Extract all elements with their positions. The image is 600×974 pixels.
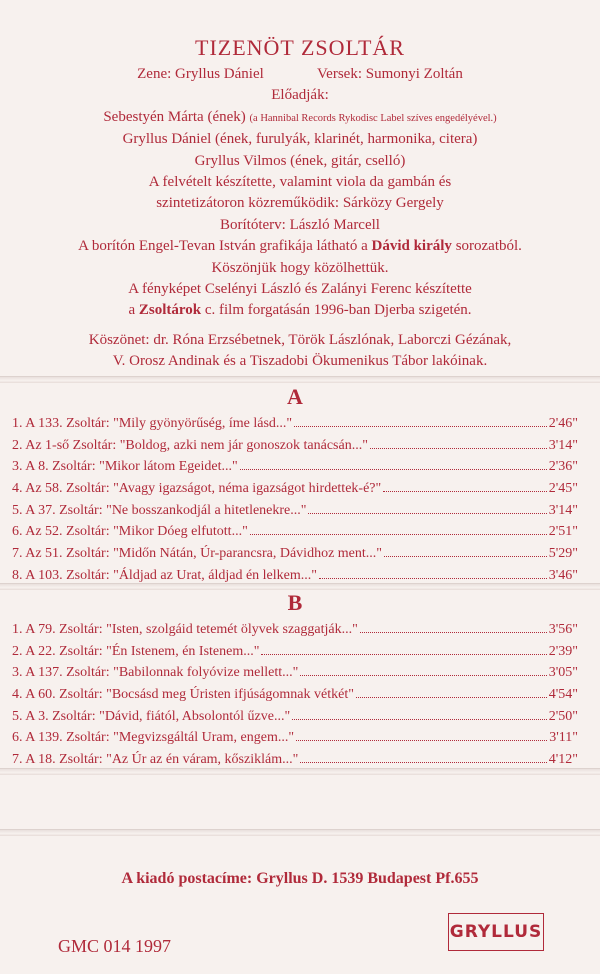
track-duration: 2'50"	[548, 708, 578, 724]
track-row	[12, 481, 578, 503]
leader-dots	[383, 491, 547, 492]
track-title: 1. A 79. Zsoltár: "Isten, szolgáid tetemét ölyvek szaggatják..."	[12, 622, 358, 637]
track-title: 7. A 18. Zsoltár: "Az Úr az én váram, kősziklám..."	[12, 752, 299, 768]
gryllus-logo	[448, 913, 544, 951]
leader-dots	[292, 719, 547, 720]
side-b-label: B	[287, 590, 303, 615]
recording-line-1: A felvételt készítette, valamint viola da gambán és	[148, 174, 452, 191]
gryllus-logo-text: GRYLLUS	[449, 922, 543, 942]
performers-heading: Előadják:	[271, 87, 329, 104]
fold-line-1	[0, 376, 600, 383]
lyrics-credit: Versek: Sumonyi Zoltán	[317, 66, 463, 82]
track-row	[12, 524, 578, 546]
track-duration: 2'45"	[548, 481, 578, 497]
leader-dots	[319, 578, 547, 579]
track-row	[12, 503, 578, 525]
track-title: 5. A 3. Zsoltár: "Dávid, fiától, Absolontól űzve..."	[12, 708, 291, 724]
photo-suffix: c. film forgatásán 1996-ban Djerba szigetén.	[204, 302, 472, 319]
leader-dots	[308, 513, 546, 514]
performer-3: Gryllus Vilmos (ének, gitár, cselló)	[194, 152, 406, 169]
graphics-credit	[0, 236, 600, 257]
leader-dots	[384, 556, 547, 557]
track-duration: 2'51"	[548, 524, 578, 540]
side-a-label: A	[287, 384, 303, 409]
track-title: 4. Az 58. Zsoltár: "Avagy igazságot, néma igazságot hirdettek-é?"	[12, 481, 382, 497]
photo-line-2	[0, 300, 600, 321]
track-duration: 2'46"	[548, 416, 578, 431]
track-title: 2. Az 1-ső Zsoltár: "Boldog, azki nem jár gonoszok tanácsán..."	[12, 437, 368, 453]
track-title: 4. A 60. Zsoltár: "Bocsásd meg Úristen ifjúságomnak vétkét"	[12, 687, 354, 703]
track-title: 7. Az 51. Zsoltár: "Midőn Nátán, Úr-parancsra, Dávidhoz ment..."	[12, 546, 382, 562]
leader-dots	[261, 654, 546, 655]
track-title: 3. A 8. Zsoltár: "Mikor látom Egeidet..."	[12, 459, 238, 475]
music-credit: Zene: Gryllus Dániel	[137, 66, 264, 82]
film-title: Zsoltárok	[138, 302, 202, 319]
track-row	[12, 568, 578, 590]
leader-dots	[300, 762, 546, 763]
track-duration: 3'14"	[548, 502, 578, 518]
graphics-series-name: Dávid király	[371, 238, 452, 255]
track-duration: 3'05"	[548, 665, 578, 681]
performer-2: Gryllus Dániel (ének, furulyák, klarinét, harmonika, citera)	[122, 131, 478, 148]
leader-dots	[360, 632, 547, 633]
thanks-line-2: V. Orosz Andinak és a Tiszadobi Ökumenikus Tábor lakóinak.	[112, 353, 488, 370]
leader-dots	[294, 426, 547, 427]
track-row	[12, 438, 578, 460]
leader-dots	[240, 469, 547, 470]
graphics-credit-text: A borítón Engel-Tevan István grafikája látható a	[78, 238, 368, 255]
leader-dots	[370, 448, 547, 449]
track-row	[12, 687, 578, 709]
track-row	[12, 416, 578, 438]
performer-1-note: (a Hannibal Records Rykodisc Label szíves engedélyével.)	[249, 112, 497, 124]
composer-lyricist-line	[0, 64, 600, 85]
track-title: 3. A 137. Zsoltár: "Babilonnak folyóvize mellett..."	[12, 665, 299, 681]
graphics-thanks: Köszönjük hogy közölhettük.	[211, 259, 389, 276]
track-row	[12, 459, 578, 481]
track-title: 1. A 133. Zsoltár: "Mily gyönyörűség, íme lásd..."	[12, 416, 293, 431]
leader-dots	[296, 740, 547, 741]
side-b-tracklist	[12, 622, 578, 774]
track-duration: 3'46"	[548, 567, 578, 583]
track-row	[12, 752, 578, 774]
catalog-number: GMC 014 1997	[58, 936, 172, 956]
track-row	[12, 709, 578, 731]
track-row	[12, 665, 578, 687]
track-duration: 4'54"	[548, 687, 578, 703]
track-duration: 5'29"	[548, 546, 578, 562]
track-duration: 3'56"	[548, 622, 578, 637]
graphics-credit-suffix: sorozatból.	[455, 238, 522, 255]
track-row	[12, 546, 578, 568]
leader-dots	[356, 697, 547, 698]
track-row	[12, 622, 578, 644]
performer-line-1	[0, 107, 600, 129]
track-duration: 3'14"	[548, 437, 578, 453]
track-duration: 3'11"	[549, 730, 578, 746]
publisher-postal-address: A kiadó postacíme: Gryllus D. 1539 Budapest Pf.655	[121, 870, 479, 887]
track-row	[12, 644, 578, 666]
performer-1: Sebestyén Márta (ének)	[103, 108, 246, 125]
track-duration: 4'12"	[548, 752, 578, 768]
leader-dots	[300, 675, 546, 676]
recording-line-2: szintetizátoron közreműködik: Sárközy Gergely	[156, 195, 444, 212]
side-a-tracklist	[12, 416, 578, 590]
photo-prefix: a	[128, 302, 136, 319]
credits-block	[0, 36, 600, 373]
track-row	[12, 730, 578, 752]
track-title: 6. A 139. Zsoltár: "Megvizsgáltál Uram, engem..."	[12, 730, 295, 746]
photo-line-1: A fényképet Cselényi László és Zalányi Ferenc készítette	[128, 281, 472, 298]
fold-line-4	[0, 829, 600, 836]
track-title: 8. A 103. Zsoltár: "Áldjad az Urat, áldjad én lelkem..."	[12, 567, 317, 583]
track-title: 6. Az 52. Zsoltár: "Mikor Dóeg elfutott..."	[12, 524, 248, 540]
cover-design: Borítóterv: László Marcell	[220, 216, 380, 233]
leader-dots	[250, 534, 547, 535]
thanks-line-1: Köszönet: dr. Róna Erzsébetnek, Török Lászlónak, Laborczi Gézának,	[88, 331, 512, 348]
track-title: 5. A 37. Zsoltár: "Ne bosszankodjál a hitetlenekre..."	[12, 502, 307, 518]
album-title: TIZENÖT ZSOLTÁR	[195, 35, 405, 60]
track-title: 2. A 22. Zsoltár: "Én Istenem, én Istenem..."	[12, 643, 260, 659]
track-duration: 2'39"	[548, 643, 578, 659]
track-duration: 2'36"	[548, 459, 578, 475]
